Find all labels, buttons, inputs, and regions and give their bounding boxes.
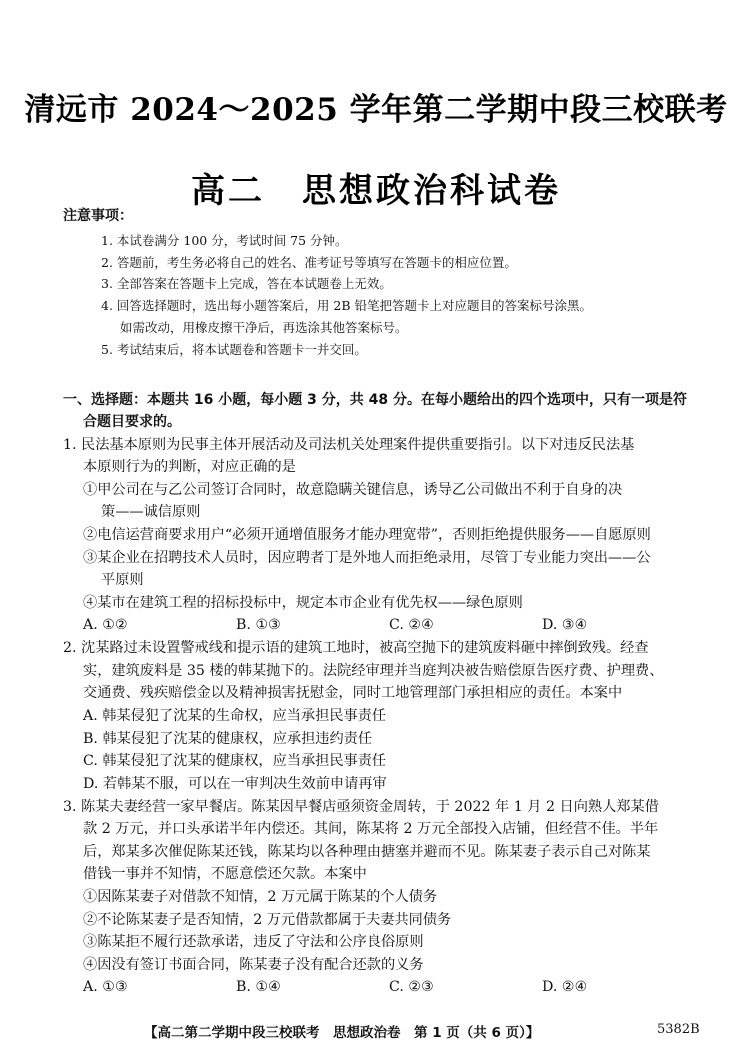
question-3-item: ①因陈某妻子对借款不知情，2 万元属于陈某的个人债务 [83,889,438,905]
section-heading: 一、选择题：本题共 16 小题，每小题 3 分，共 48 分。在每小题给出的四个选项中，只有一项是符 [63,392,687,408]
question-3-stem: 3. 陈某夫妻经营一家早餐店。陈某因早餐店亟须资金周转，于 2022 年 1 月 2 日向熟人郑某借 [63,799,659,815]
notice-item: 5. 考试结束后，将本试题卷和答题卡一并交回。 [101,342,367,357]
question-2-option-a: A. 韩某侵犯了沈某的生命权，应当承担民事责任 [83,708,387,724]
notice-item: 如需改动，用橡皮擦干净后，再选涂其他答案标号。 [120,320,408,335]
question-2-option-c: C. 韩某侵犯了沈某的健康权，应当承担民事责任 [83,753,387,769]
question-3-option-c: C. ②③ [389,979,434,995]
question-3-item: ③陈某拒不履行还款承诺，违反了守法和公序良俗原则 [83,934,424,950]
question-3-option-b: B. ①④ [236,979,281,995]
question-3-item: ④因没有签订书面合同，陈某妻子没有配合还款的义务 [83,957,424,973]
notice-item: 1. 本试卷满分 100 分，考试时间 75 分钟。 [101,233,348,248]
question-1-item: ②电信运营商要求用户“必须开通增值服务才能办理宽带”，否则拒绝提供服务——自愿原则 [83,527,651,543]
question-2-stem-cont: 实，建筑废料是 35 楼的韩某抛下的。法院经审理并当庭判决被告赔偿原告医疗费、护理费、 [83,663,664,679]
question-1-stem-cont: 本原则行为的判断，对应正确的是 [83,459,296,475]
question-1-option-d: D. ③④ [542,617,588,633]
question-1-option-c: C. ②④ [389,617,434,633]
paper-code: 5382B [657,1022,700,1037]
question-1-item: ①甲公司在与乙公司签订合同时，故意隐瞒关键信息，诱导乙公司做出不利于自身的决 [83,482,623,498]
question-3-stem-cont: 款 2 万元，并口头承诺半年内偿还。其间，陈某将 2 万元全部投入店铺，但经营不佳。半年 [83,821,659,837]
notice-heading: 注意事项： [63,208,133,224]
question-1-item-cont: 平原则 [101,572,144,588]
page-footer: 【高二第二学期中段三校联考 思想政治卷 第 1 页（共 6 页）】 [144,1025,540,1041]
question-3-option-a: A. ①③ [83,979,128,995]
question-3-stem-cont: 借钱一事并不知情，不愿意偿还欠款。本案中 [83,866,367,882]
exam-subtitle: 高二 思想政治科试卷 [191,171,561,211]
question-2-option-d: D. 若韩某不服，可以在一审判决生效前申请再审 [83,776,387,792]
question-3-stem-cont: 后，郑某多次催促陈某还钱，陈某均以各种理由搪塞并避而不见。陈某妻子表示自己对陈某 [83,844,651,860]
question-3-option-d: D. ②④ [542,979,588,995]
question-1-item: ④某市在建筑工程的招标投标中，规定本市企业有优先权——绿色原则 [83,595,523,611]
notice-item: 4. 回答选择题时，选出每小题答案后，用 2B 铅笔把答题卡上对应题目的答案标号涂黑。 [101,298,592,313]
question-2-stem-cont: 交通费、残疾赔偿金以及精神损害抚慰金，同时工地管理部门承担相应的责任。本案中 [83,685,623,701]
question-2-stem: 2. 沈某路过未设置警戒线和提示语的建筑工地时，被高空抛下的建筑废料砸中摔倒致残。经查 [63,640,649,656]
question-3-item: ②不论陈某妻子是否知情，2 万元借款都属于夫妻共同债务 [83,912,452,928]
question-2-option-b: B. 韩某侵犯了沈某的健康权，应承担违约责任 [83,731,373,747]
question-1-option-a: A. ①② [83,617,128,633]
question-1-item: ③某企业在招聘技术人员时，因应聘者丁是外地人而拒绝录用，尽管丁专业能力突出——公 [83,550,651,566]
exam-title: 清远市 2024～2025 学年第二学期中段三校联考 [24,92,728,128]
question-1-item-cont: 策——诚信原则 [101,504,201,520]
notice-item: 3. 全部答案在答题卡上完成，答在本试题卷上无效。 [101,276,392,291]
notice-item: 2. 答题前，考生务必将自己的姓名、准考证号等填写在答题卡的相应位置。 [101,255,517,270]
question-1-option-b: B. ①③ [236,617,281,633]
section-heading-cont: 合题目要求的。 [83,414,181,430]
question-1-stem: 1. 民法基本原则为民事主体开展活动及司法机关处理案件提供重要指引。以下对违反民法基 [63,437,635,453]
